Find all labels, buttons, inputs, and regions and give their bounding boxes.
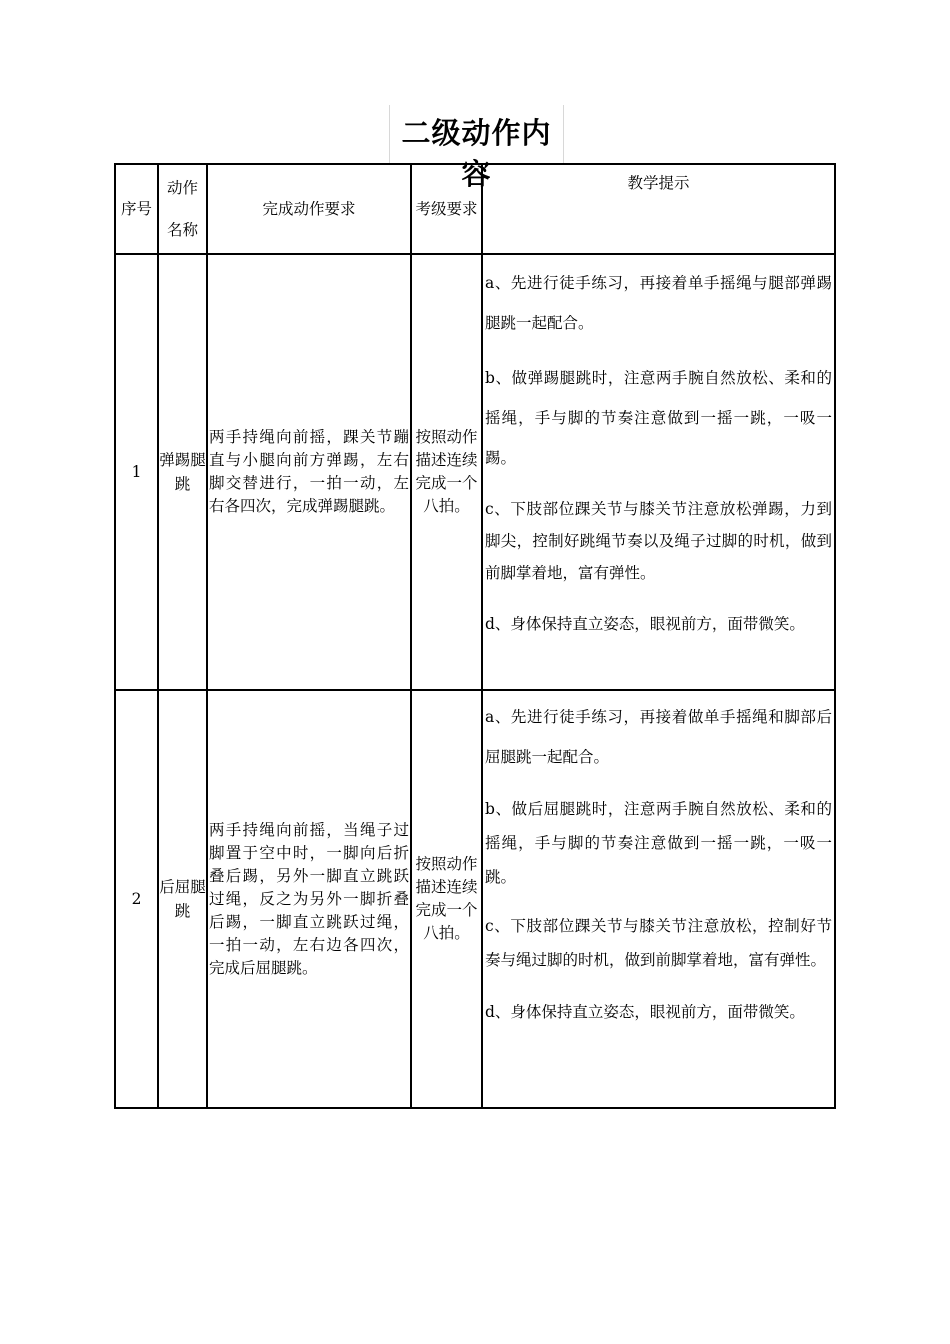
tip-item: a、先进行徒手练习，再接着单手摇绳与腿部弹踢腿跳一起配合。 (485, 274, 832, 332)
header-name (158, 164, 207, 254)
page-title: 二级动作内容 (401, 116, 552, 191)
header-name-line2: 名称 (166, 221, 198, 239)
tip-item: b、做弹踢腿跳时，注意两手腕自然放松、柔和的摇绳，手与脚的节奏注意做到一摇一跳，一吸一踢。 (485, 369, 832, 467)
tip-item: b、做后屈腿跳时，注意两手腕自然放松、柔和的摇绳，手与脚的节奏注意做到一摇一跳，一吸一跳。 (485, 800, 832, 886)
header-requirement: 完成动作要求 (207, 164, 411, 254)
header-name-line1: 动作 (166, 179, 198, 197)
table-row (115, 690, 835, 1108)
title-frame (389, 105, 564, 191)
row-number: 2 (115, 690, 158, 1108)
action-table (114, 163, 836, 1109)
tip-item: d、身体保持直立姿态，眼视前方，面带微笑。 (485, 615, 805, 633)
row-requirement: 两手持绳向前摇，踝关节蹦直与小腿向前方弹踢，左右脚交替进行，一拍一动，左右各四次，完成弹踢腿跳。 (207, 254, 411, 690)
tip-item: d、身体保持直立姿态，眼视前方，面带微笑。 (485, 1003, 805, 1021)
header-number: 序号 (115, 164, 158, 254)
row-exam: 按照动作描述连续完成一个八拍。 (411, 254, 482, 690)
table-header-row (115, 164, 835, 254)
header-exam: 考级要求 (411, 164, 482, 254)
tip-item: c、下肢部位踝关节与膝关节注意放松，控制好节奏与绳过脚的时机，做到前脚掌着地，富有弹性。 (485, 917, 832, 969)
header-tips: 教学提示 (482, 164, 835, 254)
row-requirement: 两手持绳向前摇，当绳子过脚置于空中时，一脚向后折叠后踢，另外一脚直立跳跃过绳，反之为另外一脚折叠后踢，一脚直立跳跃过绳，一拍一动，左右边各四次，完成后屈腿跳。 (207, 690, 411, 1108)
row-number: 1 (115, 254, 158, 690)
row-tips (482, 254, 835, 690)
table-row (115, 254, 835, 690)
tip-item: a、先进行徒手练习，再接着做单手摇绳和脚部后屈腿跳一起配合。 (485, 708, 832, 766)
row-exam: 按照动作描述连续完成一个八拍。 (411, 690, 482, 1108)
row-action-name: 弹踢腿跳 (158, 254, 207, 690)
row-action-name: 后屈腿跳 (158, 690, 207, 1108)
row-tips (482, 690, 835, 1108)
tip-item: c、下肢部位踝关节与膝关节注意放松弹踢，力到脚尖，控制好跳绳节奏以及绳子过脚的时机，做到前脚掌着地，富有弹性。 (485, 500, 832, 582)
